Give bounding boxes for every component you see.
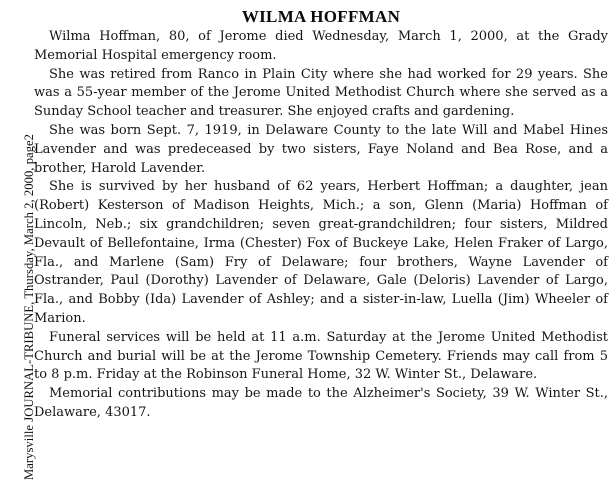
obituary-paragraph-death-notice: Wilma Hoffman, 80, of Jerome died Wednesday, March 1, 2000, at the Grady Memorial Hospital emergency room. [34, 29, 608, 63]
obituary-paragraph-survivors: She is survived by her husband of 62 years, Herbert Hoffman; a daughter, jean (Robert) Kesterson of Madison Heights, Mich.; a son, Glenn (Maria) Hoffman of Lincoln, Neb.; six grandchildren; seven great-grandchildren; four sisters, Mildred Devault of Bellefontaine, Irma (Chester) Fox of Buckeye Lake, Helen Fraker of Largo, Fla., and Marlene (Sam) Fry of Delaware; four brothers, Wayne Lavender of Ostrander, Paul (Dorothy) Lavender of Delaware, Gale (Deloris) Lavender of Largo, Fla., and Bobby (Ida) Lavender of Ashley; and a sister-in-law, Luella (Jim) Wheeler of Marion. [34, 179, 608, 326]
obituary-headline: WILMA HOFFMAN [241, 7, 401, 26]
obituary-paragraph-services: Funeral services will be held at 11 a.m. Saturday at the Jerome United Methodist Church and burial will be at the Jerome Township Cemetery. Friends may call from 5 to 8 p.m. Friday at the Robinson Funeral Home, 32 W. Winter St., Delaware. [34, 329, 608, 383]
obituary-paragraph-memorials: Memorial contributions may be made to the Alzheimer's Society, 39 W. Winter St., Delaware, 43017. [34, 386, 608, 420]
obituary-paragraph-career: She was retired from Ranco in Plain City where she had worked for 29 years. She was a 55-year member of the Jerome United Methodist Church where she served as a Sunday School teacher and treasurer. She enjoyed crafts and gardening. [34, 66, 608, 120]
obituary-column [34, 6, 608, 423]
publication-caption: Marysville JOURNAL-TRIBUNE, Thursday, March 2, 2000, page2 [22, 133, 36, 480]
obituary-paragraph-birth: She was born Sept. 7, 1919, in Delaware County to the late Will and Mabel Hines Lavender and was predeceased by two sisters, Faye Noland and Bea Rose, and a brother, Harold Lavender. [34, 122, 608, 176]
